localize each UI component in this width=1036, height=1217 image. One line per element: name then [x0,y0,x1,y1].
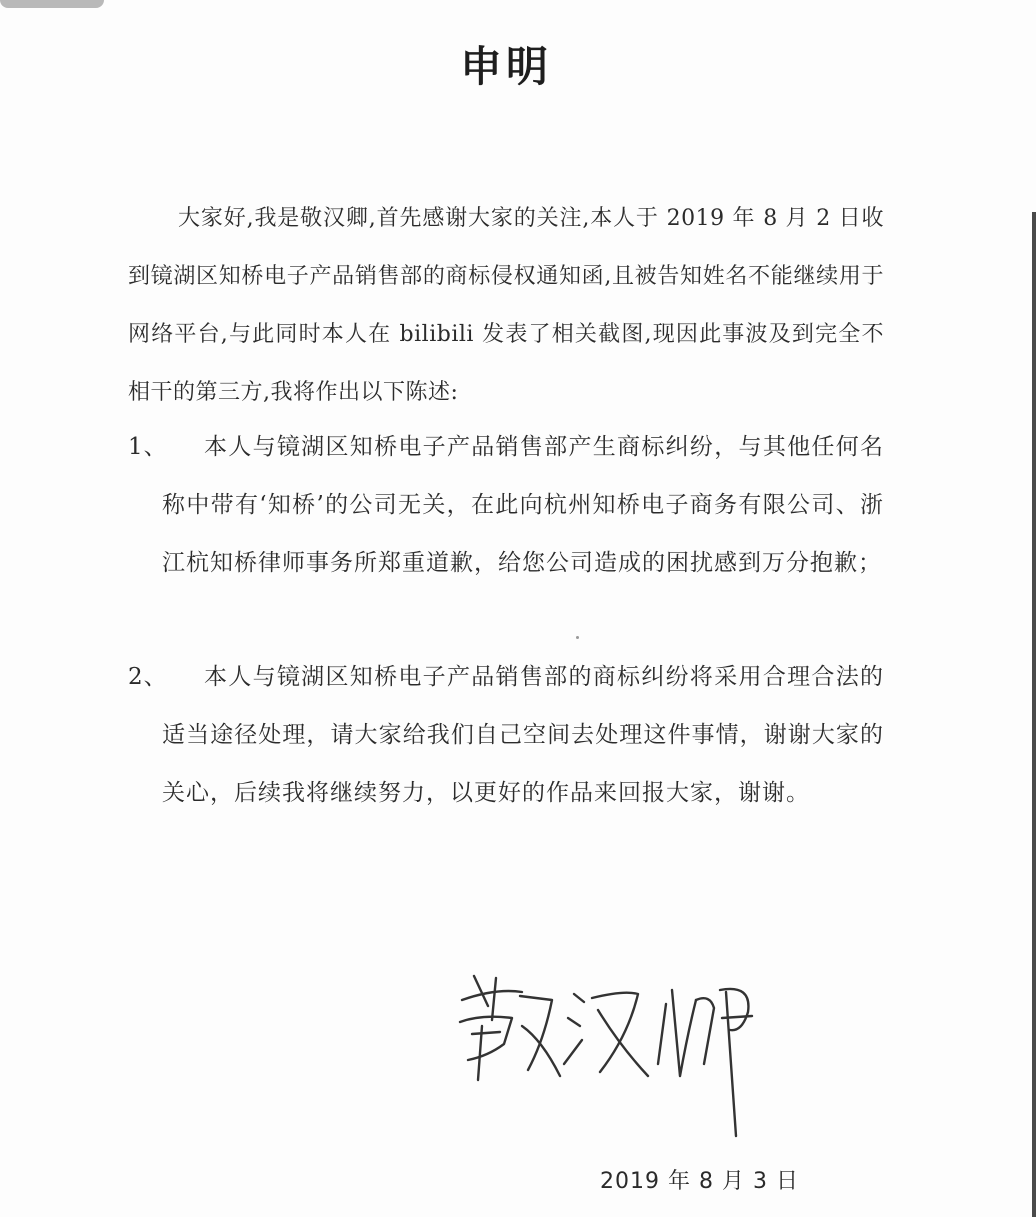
scrollbar[interactable] [1032,212,1036,1217]
status-bar-pill [0,0,104,8]
list-item-number: 2、 [128,664,168,690]
paper-speck [576,636,579,639]
list-item [128,648,884,822]
intro-paragraph: 大家好,我是敬汉卿,首先感谢大家的关注,本人于 2019 年 8 月 2 日收到镜湖区知桥电子产品销售部的商标侵权通知函,且被告知姓名不能继续用于网络平台,与此同时本人在 bilibili 发表了相关截图,现因此事波及到完全不相干的第三方,我将作出以下陈述: [128,206,884,405]
document-title: 申明 [459,42,552,91]
list-item-number: 1、 [128,434,168,460]
list-item-text: 本人与镜湖区知桥电子产品销售部的商标纠纷将采用合理合法的适当途径处理，请大家给我们自己空间去处理这件事情，谢谢大家的关心，后续我将继续努力，以更好的作品来回报大家，谢谢。 [162,664,884,806]
list-item [128,418,884,592]
list-item-text: 本人与镜湖区知桥电子产品销售部产生商标纠纷，与其他任何名称中带有‘知桥’的公司无关，在此向杭州知桥电子商务有限公司、浙江杭知桥律师事务所郑重道歉，给您公司造成的困扰感到万分抱歉； [162,434,884,576]
document-date: 2019 年 8 月 3 日 [600,1169,799,1194]
handwritten-signature [452,960,772,1140]
